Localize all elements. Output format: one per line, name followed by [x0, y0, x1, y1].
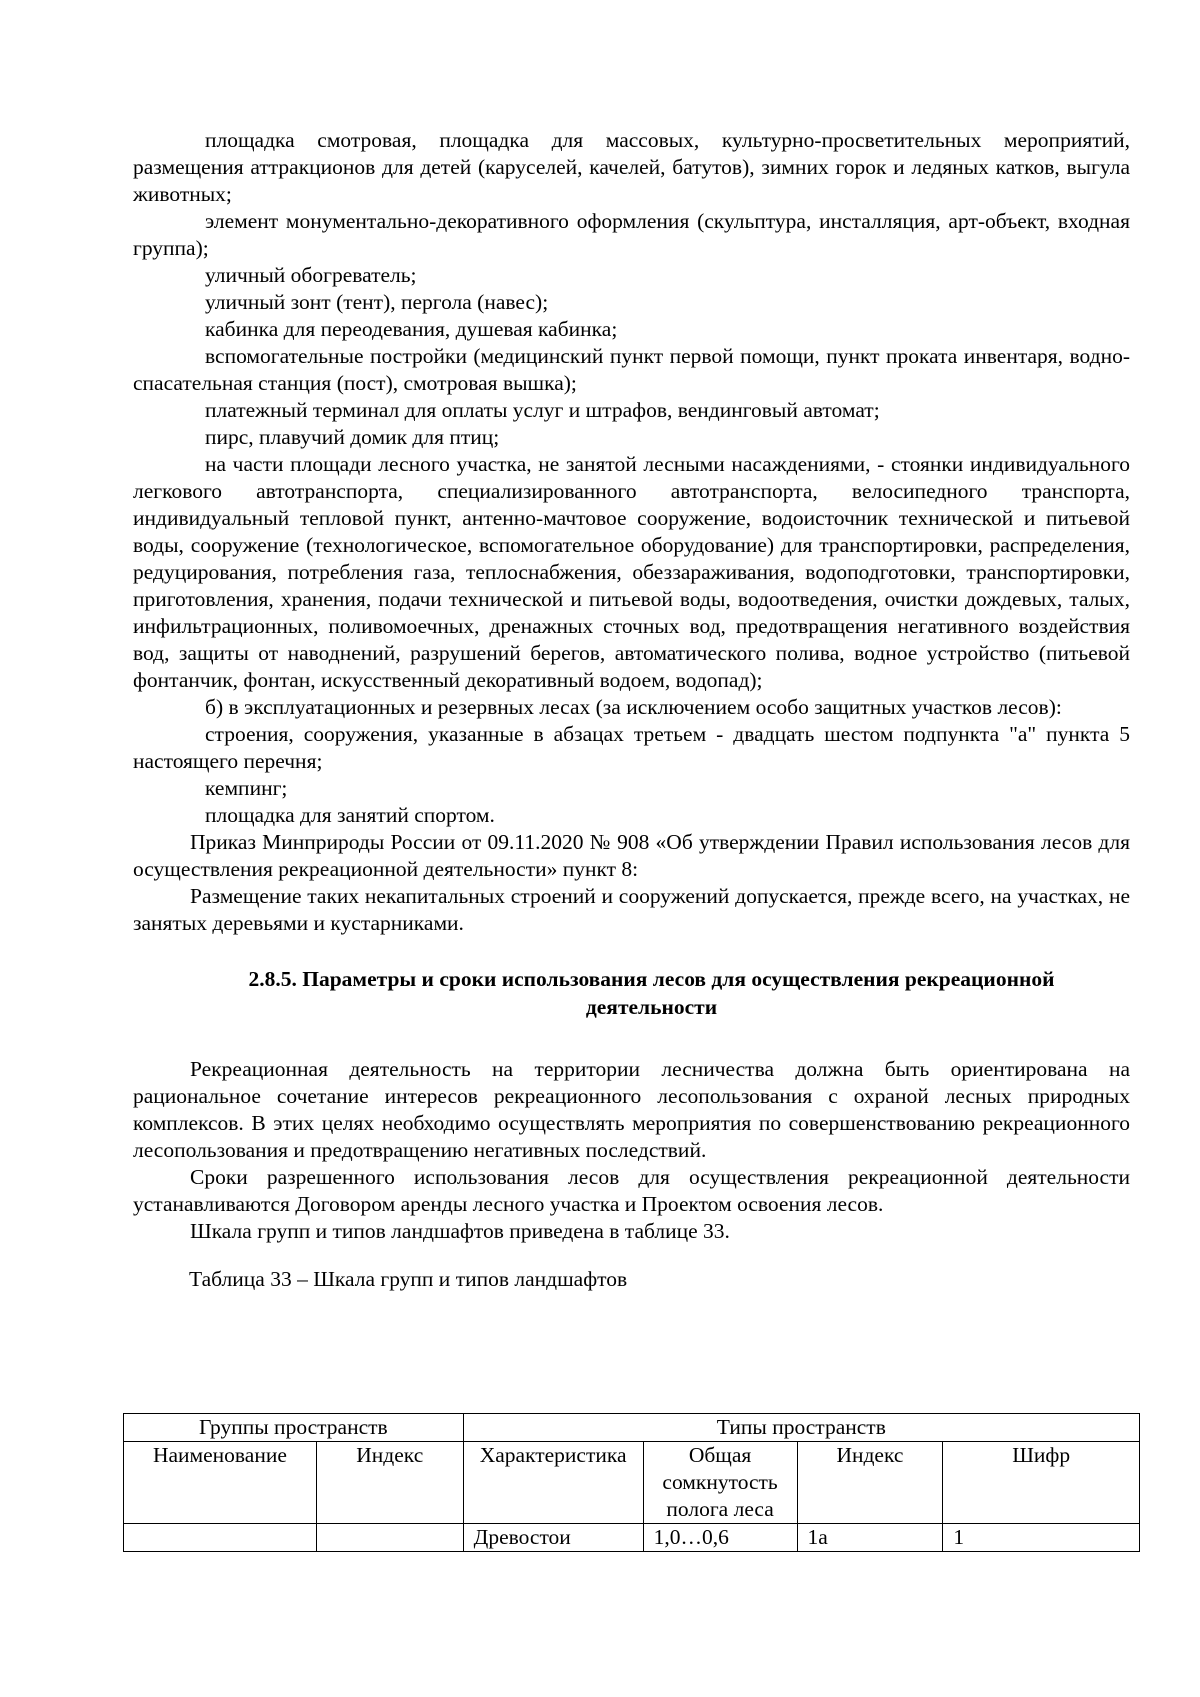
paragraph: кемпинг;	[205, 776, 288, 800]
paragraph: площадка для занятий спортом.	[205, 803, 495, 827]
paragraph: Приказ Минприроды России от 09.11.2020 № 908 «Об утверждении Правил использования лесов для осуществления рекреационной деятельности» пункт 8:	[133, 830, 1130, 881]
table-header-row	[124, 1442, 1140, 1524]
paragraph: элемент монументально-декоративного оформления (скульптура, инсталляция, арт-объект, входная группа);	[133, 209, 1130, 260]
paragraph: строения, сооружения, указанные в абзацах третьем - двадцать шестом подпункта "а" пункта 5 настоящего перечня;	[133, 722, 1130, 773]
table-cell: 1а	[797, 1524, 943, 1552]
paragraph: уличный зонт (тент), пергола (навес);	[205, 290, 549, 314]
document-page	[133, 127, 1130, 1291]
table-cell: Древостои	[463, 1524, 643, 1552]
paragraph: платежный терминал для оплаты услуг и штрафов, вендинговый автомат;	[205, 398, 880, 422]
paragraph: кабинка для переодевания, душевая кабинка;	[205, 317, 618, 341]
paragraph: уличный обогреватель;	[205, 263, 417, 287]
paragraph: б) в эксплуатационных и резервных лесах (за исключением особо защитных участков лесов):	[205, 695, 1062, 719]
table-cell	[124, 1524, 317, 1552]
paragraph: площадка смотровая, площадка для массовых, культурно-просветительных мероприятий, размещения аттракционов для детей (каруселей, качелей, батутов), зимних горок и ледяных катков, выгула животных;	[133, 128, 1130, 206]
column-header: Шифр	[943, 1442, 1140, 1524]
group-header: Группы пространств	[124, 1414, 464, 1442]
column-header: Характеристика	[463, 1442, 643, 1524]
paragraph: Рекреационная деятельность на территории лесничества должна быть ориентирована на рациональное сочетание интересов рекреационного лесопользования с охраной лесных природных комплексов. В этих целях необходимо осуществлять мероприятия по совершенствованию рекреационного лесопользования и предотвращению негативных последствий.	[133, 1057, 1130, 1162]
table-cell: 1	[943, 1524, 1140, 1552]
paragraph: Шкала групп и типов ландшафтов приведена в таблице 33.	[190, 1219, 730, 1243]
section-heading: 2.8.5. Параметры и сроки использования лесов для осуществления рекреационной деятельности	[248, 967, 1055, 1019]
paragraph: Размещение таких некапитальных строений и сооружений допускается, прежде всего, на участках, не занятых деревьями и кустарниками.	[133, 884, 1130, 935]
table-row	[124, 1524, 1140, 1552]
types-header: Типы пространств	[463, 1414, 1139, 1442]
paragraph: на части площади лесного участка, не занятой лесными насаждениями, - стоянки индивидуального легкового автотранспорта, специализированного автотранспорта, велосипедного транспорта, индивидуальный тепловой пункт, антенно-мачтовое сооружение, водоисточник технической и питьевой воды, сооружение (технологическое, вспомогательное оборудование) для транспортировки, распределения, редуцирования, потребления газа, теплоснабжения, обеззараживания, водоподготовки, транспортировки, приготовления, хранения, подачи технической и питьевой воды, водоотведения, очистки дождевых, талых, инфильтрационных, поливомоечных, дренажных сточных вод, предотвращения негативного воздействия вод, защиты от наводнений, разрушений берегов, автоматического полива, водное устройство (питьевой фонтанчик, фонтан, искусственный декоративный водоем, водопад);	[133, 452, 1130, 692]
paragraph: пирс, плавучий домик для птиц;	[205, 425, 500, 449]
table-cell: 1,0…0,6	[643, 1524, 797, 1552]
paragraph: Сроки разрешенного использования лесов для осуществления рекреационной деятельности устанавливаются Договором аренды лесного участка и Проектом освоения лесов.	[133, 1165, 1130, 1216]
table-header-row	[124, 1414, 1140, 1442]
column-header: Индекс	[316, 1442, 463, 1524]
landscape-scale-table	[123, 1413, 1140, 1552]
table-cell	[316, 1524, 463, 1552]
column-header: Общая сомкнутость полога леса	[643, 1442, 797, 1524]
column-header: Индекс	[797, 1442, 943, 1524]
paragraph: вспомогательные постройки (медицинский пункт первой помощи, пункт проката инвентаря, водно-спасательная станция (пост), смотровая вышка);	[133, 344, 1130, 395]
table-caption: Таблица 33 – Шкала групп и типов ландшафтов	[189, 1267, 628, 1291]
column-header: Наименование	[124, 1442, 317, 1524]
